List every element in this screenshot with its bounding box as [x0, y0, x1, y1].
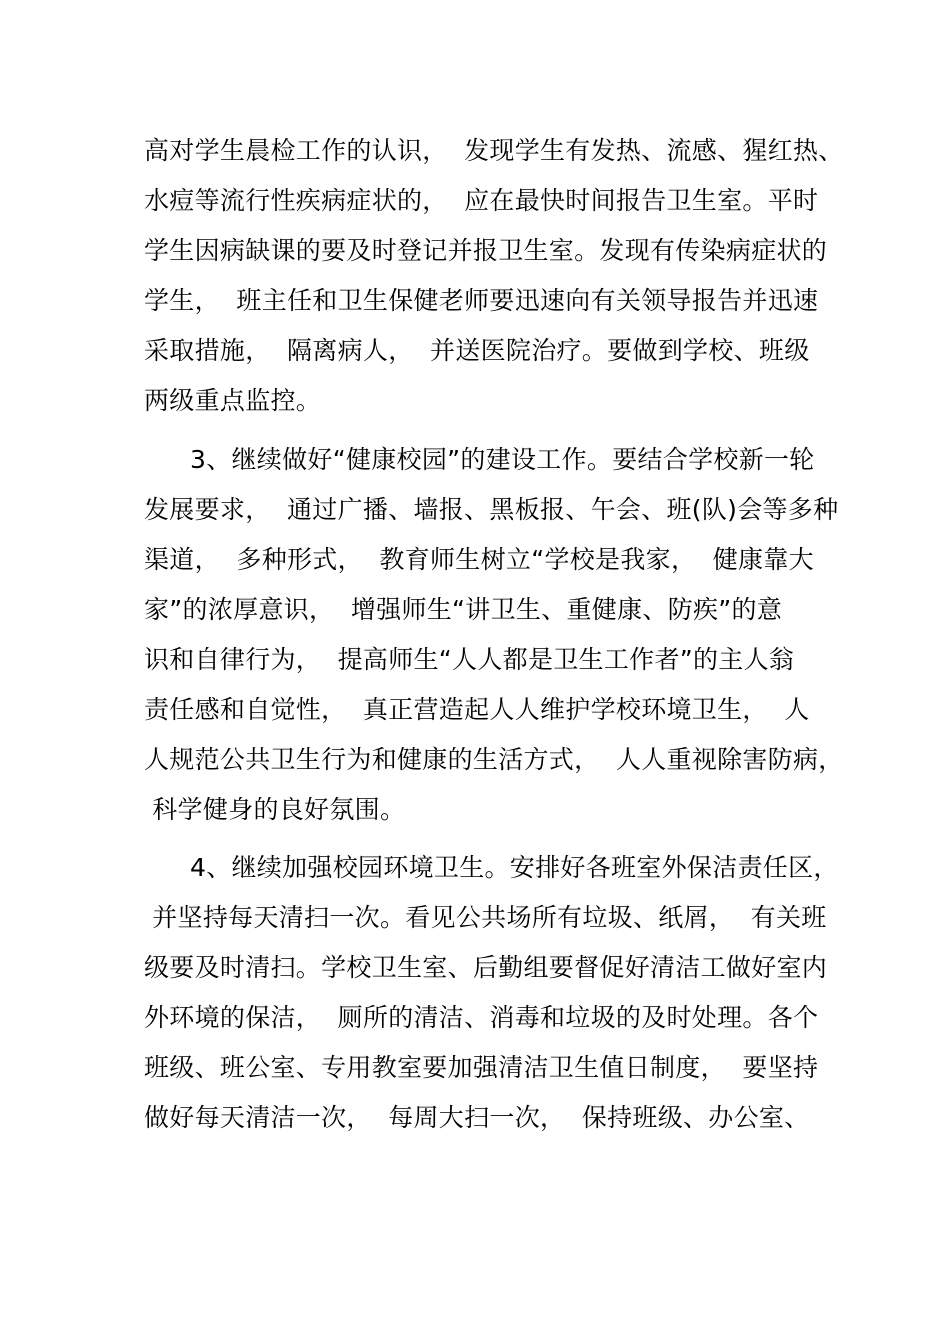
text-line: 家”的浓厚意识， 增强师生“讲卫生、重健康、防疾”的意 — [144, 595, 783, 624]
text-line: 级要及时清扫。学校卫生室、后勤组要督促好清洁工做好室内 — [144, 953, 828, 982]
text-line: 班级、班公室、专用教室要加强清洁卫生值日制度， 要坚持 — [144, 1053, 819, 1082]
text-line: 水痘等流行性疾病症状的， 应在最快时间报告卫生室。平时 — [144, 186, 819, 215]
text-line: 做好每天清洁一次， 每周大扫一次， 保持班级、办公室、 — [144, 1103, 810, 1132]
text-line: 采取措施， 隔离病人， 并送医院治疗。要做到学校、班级 — [144, 336, 810, 365]
text-line: 人规范公共卫生行为和健康的生活方式， 人人重视除害防病， — [144, 745, 844, 774]
text-line: 发展要求， 通过广播、墙报、黑板报、午会、班(队)会等多种 — [144, 495, 839, 524]
text-line: 两级重点监控。 — [144, 386, 322, 415]
text-line: 外环境的保洁， 厕所的清洁、消毒和垃圾的及时处理。各个 — [144, 1003, 819, 1032]
paragraph-3-first-line: 3、继续做好“健康校园”的建设工作。要结合学校新一轮 — [190, 445, 815, 474]
text-line: 渠道， 多种形式， 教育师生树立“学校是我家， 健康靠大 — [144, 545, 814, 574]
text-line: 识和自律行为， 提高师生“人人都是卫生工作者”的主人翁 — [144, 645, 795, 674]
text-line: 学生， 班主任和卫生保健老师要迅速向有关领导报告并迅速 — [144, 286, 819, 315]
text-line: 科学健身的良好氛围。 — [144, 795, 406, 824]
paragraph-4-first-line: 4、继续加强校园环境卫生。安排好各班室外保洁责任区， — [190, 853, 839, 882]
text-line: 高对学生晨检工作的认识， 发现学生有发热、流感、猩红热、 — [144, 136, 844, 165]
text-line: 并坚持每天清扫一次。看见公共场所有垃圾、纸屑， 有关班 — [144, 903, 827, 932]
text-line: 责任感和自觉性， 真正营造起人人维护学校环境卫生， 人 — [144, 695, 810, 724]
text-line: 学生因病缺课的要及时登记并报卫生室。发现有传染病症状的 — [144, 236, 828, 265]
